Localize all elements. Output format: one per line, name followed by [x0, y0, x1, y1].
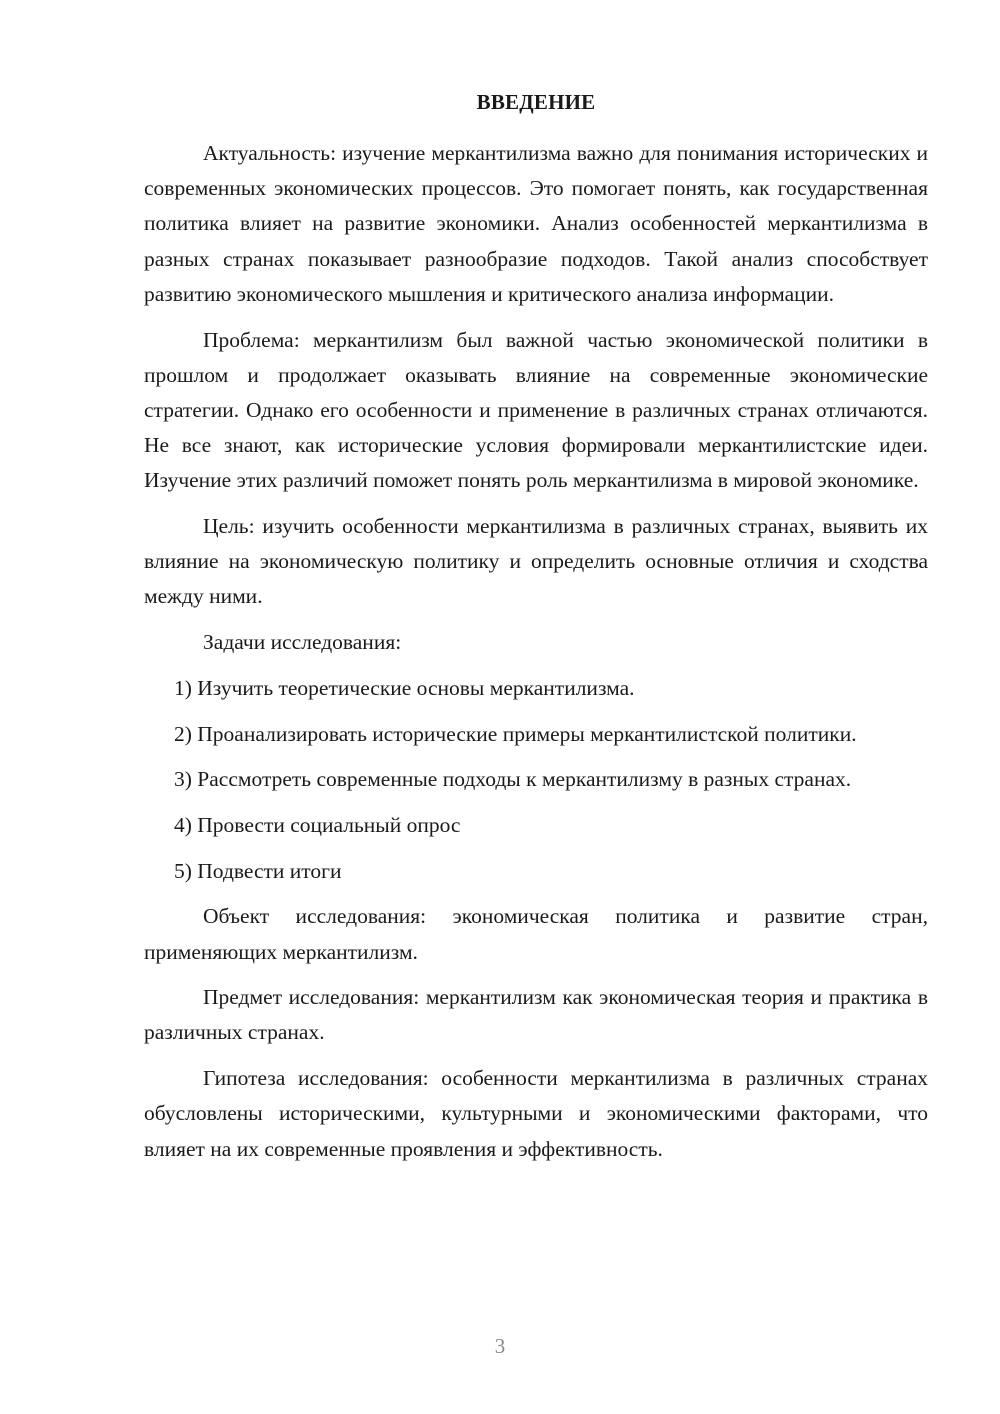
document-page [144, 90, 928, 1177]
list-item-task-1: 1) Изучить теоретические основы меркантилизма. [174, 675, 635, 700]
paragraph-subject: Предмет исследования: меркантилизм как экономическая теория и практика в различных странах. [144, 985, 928, 1045]
list-item-task-2: 2) Проанализировать исторические примеры меркантилистской политики. [174, 721, 857, 746]
page-number: 3 [494, 1334, 506, 1358]
list-item-task-5: 5) Подвести итоги [174, 858, 342, 883]
tasks-heading: Задачи исследования: [203, 630, 402, 655]
paragraph-hypothesis: Гипотеза исследования: особенности меркантилизма в различных странах обусловлены историческими, культурными и экономическими факторами, что влияет на их современные проявления и эффективность. [144, 1066, 928, 1161]
paragraph-object: Объект исследования: экономическая политика и развитие стран, применяющих меркантилизм. [144, 904, 928, 964]
paragraph-problem: Проблема: меркантилизм был важной частью экономической политики в прошлом и продолжает оказывать влияние на современные экономические стратегии. Однако его особенности и применение в различных странах отличаются. Не все знают, как исторические условия формировали меркантилистские идеи. Изучение этих различий поможет понять роль меркантилизма в мировой экономике. [144, 327, 928, 493]
paragraph-relevance: Актуальность: изучение меркантилизма важно для понимания исторических и современных экономических процессов. Это помогает понять, как государственная политика влияет на развитие экономики. Анализ особенностей меркантилизма в разных странах показывает разнообразие подходов. Такой анализ способствует развитию экономического мышления и критического анализа информации. [144, 141, 928, 306]
paragraph-goal: Цель: изучить особенности меркантилизма в различных странах, выявить их влияние на экономическую политику и определить основные отличия и сходства между ними. [144, 514, 928, 609]
list-item-task-3: 3) Рассмотреть современные подходы к меркантилизму в разных странах. [174, 767, 852, 792]
list-item-task-4: 4) Провести социальный опрос [174, 812, 461, 837]
page-title: ВВЕДЕНИЕ [476, 90, 596, 114]
